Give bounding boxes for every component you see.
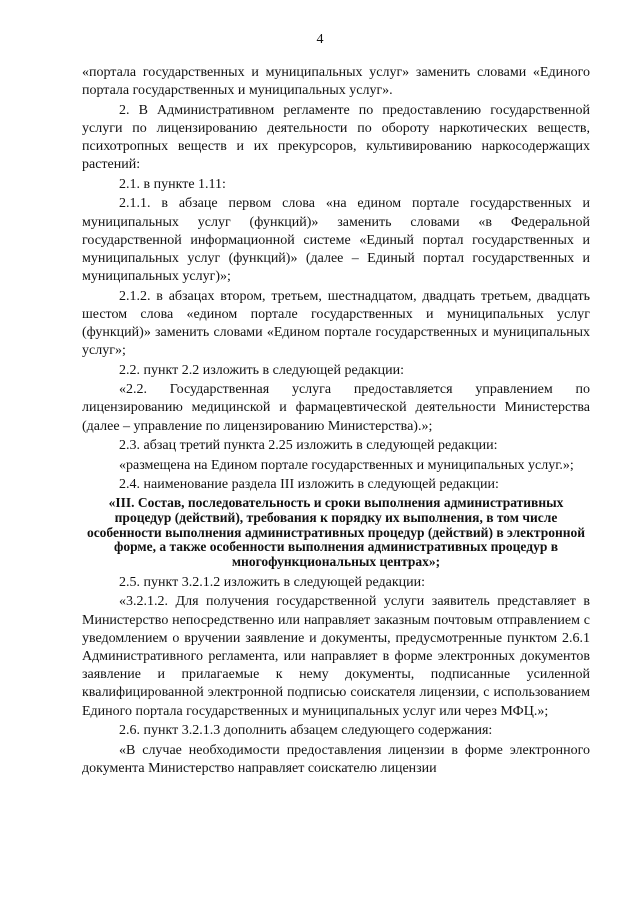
paragraph: 2. В Административном регламенте по предоставлению государственной услуги по лицензированию деятельности по обороту наркотических веществ, психотропных веществ и их прекурсоров, культивированию наркосодержащих растений: xyxy=(82,102,590,173)
paragraph: 2.1. в пункте 1.11: xyxy=(119,176,226,192)
paragraph: 2.4. наименование раздела III изложить в следующей редакции: xyxy=(119,477,499,493)
paragraph: «портала государственных и муниципальных услуг» заменить словами «Единого портала государственных и муниципальных услуг». xyxy=(82,65,590,99)
paragraph: «размещена на Едином портале государственных и муниципальных услуг.»; xyxy=(119,457,574,473)
paragraph: 2.2. пункт 2.2 изложить в следующей редакции: xyxy=(119,362,404,378)
paragraph: 2.1.1. в абзаце первом слова «на едином портале государственных и муниципальных услуг (функций)» заменить словами «в Федеральной государственной информационной системе «Единый портал государственных и муниципальных услуг (функций)» (далее – Единый портал государственных и муниципальных услуг)»; xyxy=(82,196,590,285)
paragraph: «3.2.1.2. Для получения государственной услуги заявитель представляет в Министерство непосредственно или направляет заказным почтовым отправлением с уведомлением о вручении заявление и документы, предусмотренные пунктом 2.6.1 Административного регламента, или направляет в форме электронных документов заявление и прилагаемые к нему документы, подписанные усиленной квалифицированной электронной подписью соискателя лицензии, с использованием Единого портала государственных и муниципальных услуг или через МФЦ.»; xyxy=(82,594,590,719)
paragraph: 2.1.2. в абзацах втором, третьем, шестнадцатом, двадцать третьем, двадцать шестом слова «едином портале государственных и муниципальных услуг (функций)» заменить словами «Едином портале государственных и муниципальных услуг»; xyxy=(82,288,590,359)
document-body xyxy=(82,64,590,779)
section-heading: «III. Состав, последовательность и сроки выполнения административных процедур (действий), требования к порядку их выполнения, в том числе особенности выполнения административных процедур (действий) в электронной форме, а также особенности выполнения административных процедур в многофункциональных центрах»; xyxy=(86,495,586,570)
page-number: 4 xyxy=(316,32,324,47)
paragraph: «2.2. Государственная услуга предоставляется управлением по лицензированию медицинской и фармацевтической деятельности Министерства (далее – управление по лицензированию Министерства).»; xyxy=(82,382,590,434)
paragraph: 2.3. абзац третий пункта 2.25 изложить в следующей редакции: xyxy=(119,438,498,454)
paragraph: «В случае необходимости предоставления лицензии в форме электронного документа Министерство направляет соискателю лицензии xyxy=(82,742,590,776)
paragraph: 2.5. пункт 3.2.1.2 изложить в следующей редакции: xyxy=(119,574,425,590)
paragraph: 2.6. пункт 3.2.1.3 дополнить абзацем следующего содержания: xyxy=(119,723,493,739)
